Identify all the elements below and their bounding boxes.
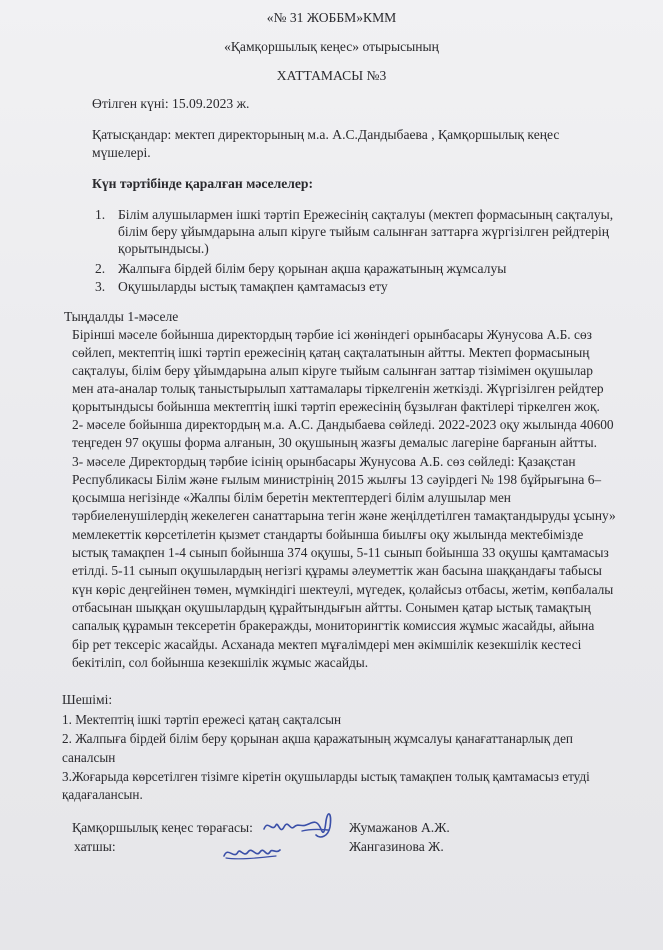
agenda-heading: Күн тәртібінде қаралған мәселелер: [92,176,314,191]
body-line: сапалық құрамын тексеретін бракеражды, мониторингтік комиссия жұмыс жасайды, айына [72,618,595,633]
body-line: ыстық тамақпен 1-4 сынып бойынша 374 оқушы, 5-11 сынып бойынша 33 оқушы қамтамасыз [72,545,609,560]
body-line: қорытындысы бойынша мектептің ішкі тәртіп ережесінің бұзылған фактілері тіркелген жоқ. [72,399,600,414]
agenda-item-line: қорытындысы.) [118,241,209,256]
body-line: бір рет тексеріс жасайды. Асханада мектеп мұғалімдері мен әкімшілік кезекшілік кестесі [72,637,582,652]
decision-heading: Шешімі: [62,692,113,707]
body-line: бекітіліп, сол бойынша кезекшілік жұмыс жасайды. [72,655,369,670]
secretary-role: хатшы: [74,839,116,854]
decision-line: 3.Жоғарыда көрсетілген тізімге кіретін оқушыларды ыстық тамақпен толық қамтамасыз етуді [62,769,590,784]
body-line: 3- мәселе Директордың тәрбие ісінің орынбасары Жунусова А.Б. сөз сөйледі: Қазақстан [72,454,576,469]
decision-line: 1. Мектептің ішкі тәртіп ережесі қатаң сақталсын [62,712,342,727]
secretary-signature-icon [218,838,288,866]
body-line: отбасынан шыққан оқушылардың құрайтындығын айтты. Сонымен қатар ыстық тамақтың [72,600,591,615]
body-line: сөйлеп, мектептің ішкі тәртіп ережесінің қатаң сақталатынын айтты. Мектеп формасының [72,345,590,360]
body-line: етілді. 5-11 сынып оқушылардың негізгі құрамы әлеуметтік жан басына шаққандағы табысы [72,563,602,578]
meeting-date: Өтілген күні: 15.09.2023 ж. [92,96,250,111]
body-line: теңгеден 97 оқушы форма алғанын, 30 оқушының жазғы демалыс лагеріне барғанын айтты. [72,435,597,450]
agenda-item-line: Білім алушылармен ішкі тәртіп Ережесінің сақталуы (мектеп формасының сақталуы, [118,207,614,222]
body-line: тәрбиеленушілердің жекелеген санаттарына тегін және жеңілдетілген тамақтандыруды ұсыну» [72,508,616,523]
body-line: мен ата-аналар толық таныстырылып хаттамалары тіркелгенін жеткізді. Жүргізілген рейдтер [72,381,604,396]
document-title: ХАТТАМАСЫ №3 [276,68,387,83]
chair-role: Қамқоршылық кеңес төрағасы: [72,820,253,835]
decision-line: қадағалансын. [62,787,143,802]
participants-line-2: мүшелері. [92,145,151,160]
body-line: мемлекеттік көрсетілетін қызмет стандарты бойынша биылғы оқу жылында мектебімізде [72,527,584,542]
body-line: күн көріс деңгейінен төмен, мүмкіндігі шектеулі, мүгедек, қолайсыз отбасы, жетім, көпбалалы [72,582,614,597]
chair-name: Жумажанов А.Ж. [349,820,450,835]
participants-line-1: Қатысқандар: мектеп директорының м.а. А.С.Дандыбаева , Қамқоршылық кеңес [92,127,560,142]
organization-name: «№ 31 ЖОББМ»КММ [266,10,397,25]
agenda-item-number: 2. [95,261,106,276]
body-line: 2- мәселе бойынша директордың м.а. А.С. Дандыбаева сөйледі. 2022-2023 оқу жылында 40600 [72,417,614,432]
agenda-item-line: Оқушыларды ыстық тамақпен қамтамасыз ету [118,279,388,294]
heard-heading: Тыңдалды 1-мәселе [64,309,179,324]
council-title: «Қамқоршылық кеңес» отырысының [224,39,439,54]
secretary-name: Жангазинова Ж. [349,839,444,854]
decision-line: саналсын [62,750,116,765]
body-line: қосымша негізінде «Жалпы білім беретін мектептердегі білім алушылар мен [72,490,511,505]
agenda-item-number: 1. [95,207,106,222]
body-line: Бірінші мәселе бойынша директордың тәрбие ісі жөніндегі орынбасары Жунусова А.Б. сөз [72,327,592,342]
body-line: сақталуы, білім беру ұйымдарына алып кіруге тыйым салынған заттар тізімімен оқушылар [72,363,593,378]
decision-line: 2. Жалпыға бірдей білім беру қорынан ақша қаражатының жұмсалуы қанағаттанарлық деп [62,731,573,746]
body-line: Республикасы Білім және ғылым министрінің 2015 жылғы 13 сәуірдегі № 198 бұйрығына 6– [72,472,602,487]
agenda-item-number: 3. [95,279,106,294]
agenda-item-line: білім беру ұйымдарына алып кіруге тыйым салынған заттарға жүргізілген рейдтерің [118,224,610,239]
agenda-item-line: Жалпыға бірдей білім беру қорынан ақша қаражатының жұмсалуы [118,261,507,276]
